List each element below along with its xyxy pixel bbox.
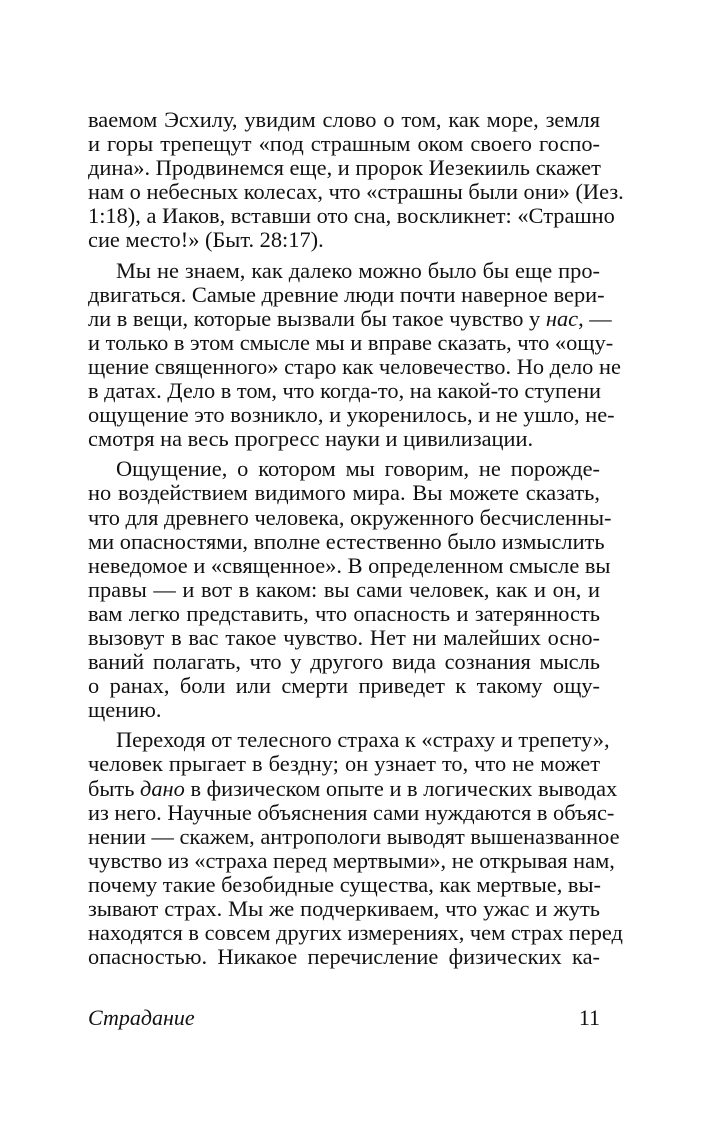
text-line: щение священного» старо как человечество. Но дело не bbox=[88, 353, 621, 379]
text-line: чувство из «страха перед мертвыми», не открывая нам, bbox=[88, 847, 615, 873]
text-line: ваний полагать, что у другого вида сознания мысль bbox=[88, 649, 600, 675]
text-line: нении — скажем, антропологи выводят вышеназванное bbox=[88, 823, 620, 849]
text-line: Мы не знаем, как далеко можно было бы еще про- bbox=[116, 257, 600, 283]
text-line: Переходя от телесного страха к «страху и трепету», bbox=[116, 727, 610, 753]
text-line: двигаться. Самые древние люди почти наверное вери- bbox=[88, 281, 605, 307]
text-line: что для древнего человека, окруженного бесчисленны- bbox=[88, 504, 612, 530]
text-line: неведомое и «священное». В определенном смысле вы bbox=[88, 552, 611, 578]
page-number: 11 bbox=[578, 1005, 600, 1030]
text-line: но воздействием видимого мира. Вы можете сказать, bbox=[88, 480, 600, 506]
text-line: Ощущение, о котором мы говорим, не порожде- bbox=[116, 456, 600, 482]
text-line: из него. Научные объяснения сами нуждаются в объяс- bbox=[88, 799, 615, 825]
text-line: вызовут в вас такое чувство. Нет ни малейших осно- bbox=[88, 624, 600, 650]
page-footer bbox=[88, 1004, 600, 1032]
text-line: находятся в совсем других измерениях, чем страх перед bbox=[88, 920, 623, 946]
text-line: нам о небесных колесах, что «страшны были они» (Иез. bbox=[88, 179, 624, 205]
text-line: опасностью. Никакое перечисление физических ка- bbox=[88, 944, 600, 970]
paragraph bbox=[88, 107, 624, 253]
text-line bbox=[88, 305, 612, 331]
paragraph bbox=[88, 456, 612, 723]
text-line: в датах. Дело в том, что когда-то, на какой-то ступени bbox=[88, 378, 601, 404]
text-line: сие место!» (Быт. 28:17). bbox=[88, 227, 324, 253]
text-line: и горы трепещут «под страшным оком своего госпо- bbox=[88, 131, 600, 157]
page-body bbox=[88, 107, 624, 970]
text-line: дина». Продвинемся еще, и пророк Иезекииль скажет bbox=[88, 155, 601, 181]
text-line: смотря на весь прогресс науки и цивилизации. bbox=[88, 426, 534, 452]
text-line: ми опасностями, вполне естественно было измыслить bbox=[88, 528, 605, 554]
text-line: ваемом Эсхилу, увидим слово о том, как море, земля bbox=[88, 107, 600, 132]
text-run: в физическом опыте и в логических выводах bbox=[184, 775, 618, 801]
text-line: зывают страх. Мы же подчеркиваем, что ужас и жуть bbox=[88, 896, 600, 921]
italic-emphasis: нас bbox=[545, 305, 579, 331]
text-line: и только в этом смысле мы и вправе сказать, что «ощу- bbox=[88, 329, 614, 355]
italic-emphasis: дано bbox=[140, 775, 185, 801]
text-line: правы — и вот в каком: вы сами человек, как и он, и bbox=[88, 576, 600, 602]
text-line bbox=[88, 775, 618, 801]
text-run: ли в вещи, которые вызвали бы такое чувство у bbox=[88, 305, 546, 331]
text-line: о ранах, боли или смерти приведет к такому ощу- bbox=[88, 673, 600, 699]
text-line: 1:18), а Иаков, вставши ото сна, воскликнет: «Страшно bbox=[88, 203, 615, 229]
text-line: щению. bbox=[88, 697, 162, 723]
text-line: человек прыгает в бездну; он узнает то, что не может bbox=[88, 751, 600, 777]
text-run: быть bbox=[88, 775, 141, 801]
running-head: Страдание bbox=[88, 1005, 195, 1030]
text-line: ощущение это возникло, и укоренилось, и не ушло, не- bbox=[88, 402, 615, 428]
text-line: почему такие безобидные существа, как мертвые, вы- bbox=[88, 871, 601, 897]
text-run: , — bbox=[578, 305, 612, 331]
paragraph bbox=[88, 257, 621, 452]
paragraph bbox=[88, 727, 623, 970]
text-line: вам легко представить, что опасность и затерянность bbox=[88, 600, 600, 626]
